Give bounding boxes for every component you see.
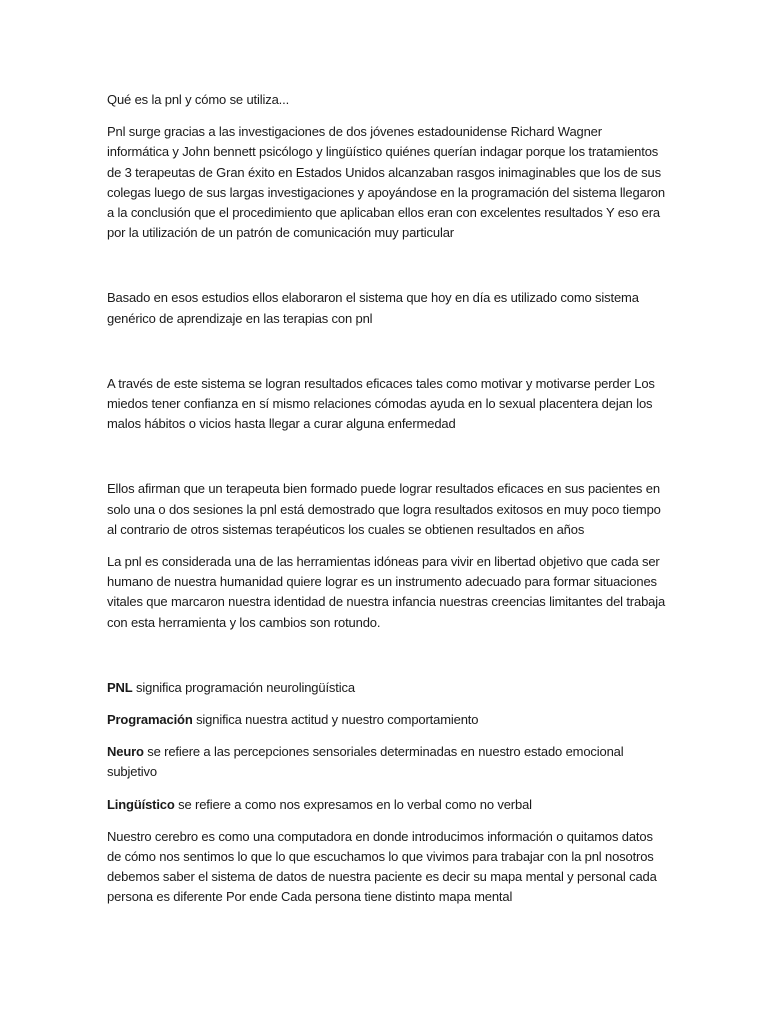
definition-linguistico — [107, 795, 667, 815]
paragraph-origin: Pnl surge gracias a las investigaciones de dos jóvenes estadounidense Richard Wagner informática y John bennett psicólogo y lingüístico quiénes querían indagar porque los tratamientos de 3 terapeutas de Gran éxito en Estados Unidos alcanzaban rasgos inimaginables que los de sus colegas luego de sus largas investigaciones y apoyándose en la programación del sistema llegaron a la conclusión que el procedimiento que aplicaban ellos eran con excelentes resultados Y eso era por la utilización de un patrón de comunicación muy particular — [107, 124, 665, 241]
paragraph-freedom: La pnl es considerada una de las herramientas idóneas para vivir en libertad objetivo que cada ser humano de nuestra humanidad quiere lograr es un instrumento adecuado para formar situaciones vitales que marcaron nuestra identidad de nuestra infancia nuestras creencias limitantes del trabaja con esta herramienta y los cambios son rotundo. — [107, 554, 666, 630]
definition-term: Programación — [107, 712, 193, 728]
definition-text: significa programación neurolingüística — [132, 679, 355, 695]
paragraph-therapist: Ellos afirman que un terapeuta bien formado puede lograr resultados eficaces en sus pacientes en solo una o dos sesiones la pnl está demostrado que logra resultados exitosos en muy poco tiempo al contrario de otros sistemas terapéuticos los cuales se obtienen resultados en años — [107, 481, 661, 537]
definition-text: se refiere a como nos expresamos en lo verbal como no verbal — [174, 796, 532, 812]
definition-term: Lingüístico — [107, 796, 175, 812]
definition-pnl — [107, 678, 667, 698]
document-body — [107, 90, 667, 908]
definition-programacion — [107, 710, 667, 730]
document-title: Qué es la pnl y cómo se utiliza... — [107, 92, 290, 107]
definition-term: Neuro — [107, 744, 144, 760]
paragraph-closing: Nuestro cerebro es como una computadora en donde introducimos información o quitamos datos de cómo nos sentimos lo que lo que escuchamos lo que vivimos para trabajar con la pnl nosotros debemos saber el sistema de datos de nuestra paciente es decir su mapa mental y personal cada persona es diferente Por ende Cada persona tiene distinto mapa mental — [107, 828, 657, 905]
definition-term: PNL — [107, 679, 133, 695]
definition-text: significa nuestra actitud y nuestro comportamiento — [192, 712, 479, 728]
paragraph-results: A través de este sistema se logran resultados eficaces tales como motivar y motivarse perder Los miedos tener confianza en sí mismo relaciones cómodas ayuda en lo sexual placentera dejan los malos hábitos o vicios hasta llegar a curar alguna enfermedad — [107, 375, 655, 432]
definition-text: se refiere a las percepciones sensoriales determinadas en nuestro estado emocional subjetivo — [107, 744, 624, 780]
paragraph-system: Basado en esos estudios ellos elaboraron el sistema que hoy en día es utilizado como sistema genérico de aprendizaje en las terapias con pnl — [107, 290, 639, 326]
definition-neuro — [107, 742, 667, 782]
